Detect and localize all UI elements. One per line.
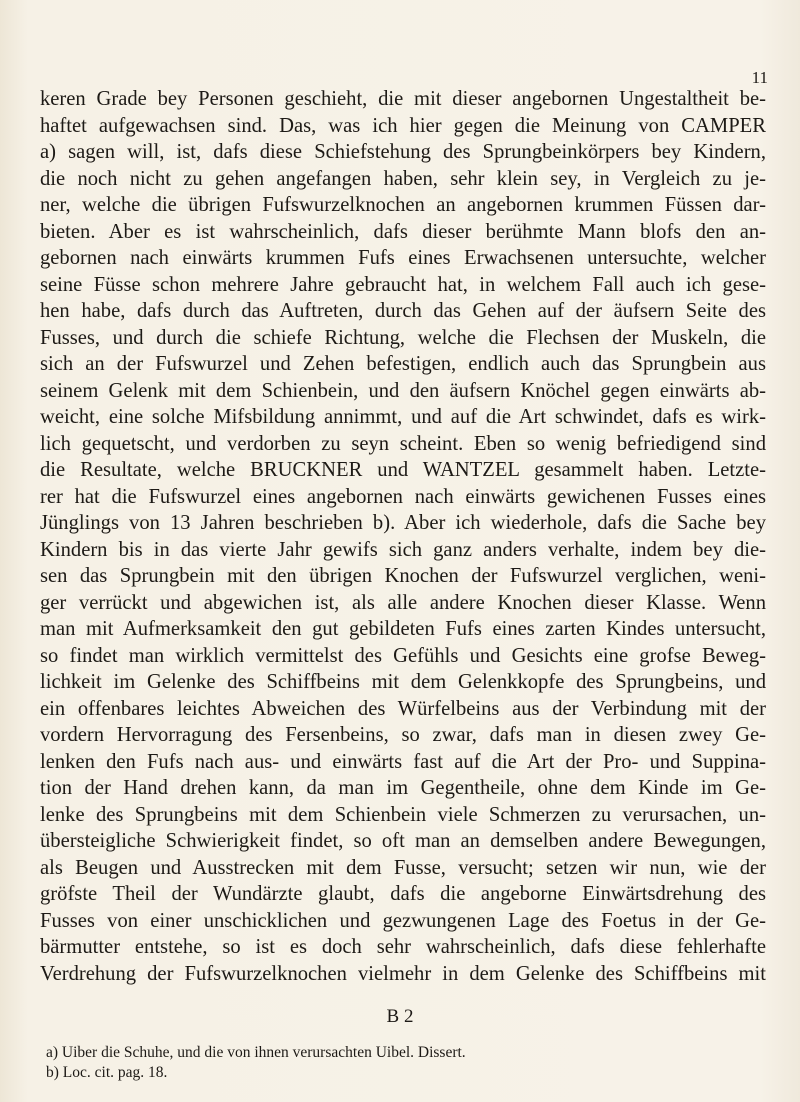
text-line: die Resultate, welche BRUCKNER und WANTZEL gesammelt haben. Letzte-	[40, 459, 766, 481]
text-line: lich gequetscht, und verdorben zu seyn scheint. Eben so wenig befriedigend sind	[40, 432, 766, 455]
text-line: als Beugen und Ausstrecken mit dem Fusse, versucht; setzen wir nun, wie der	[40, 856, 766, 879]
footnote-a: a) Uiber die Schuhe, und die von ihnen verursachten Uibel. Dissert.	[46, 1044, 466, 1061]
text-line: hen habe, dafs durch das Auftreten, durch das Gehen auf der äufsern Seite des	[40, 300, 766, 322]
text-line: seine Füsse schon mehrere Jahre gebraucht hat, in welchem Fall auch ich gese-	[40, 273, 766, 296]
body-text	[40, 86, 766, 987]
text-line: gebornen nach einwärts krummen Fufs eines Erwachsenen untersuchte, welcher	[40, 247, 766, 269]
text-line: weicht, eine solche Mifsbildung annimmt, und auf die Art schwindet, dafs es wirk-	[40, 406, 766, 428]
text-line: so findet man wirklich vermittelst des Gefühls und Gesichts eine grofse Beweg-	[40, 644, 766, 667]
text-line: ger verrückt und abgewichen ist, als alle andere Knochen dieser Klasse. Wenn	[40, 591, 766, 614]
text-line: bieten. Aber es ist wahrscheinlich, dafs dieser berühmte Mann blofs den an-	[40, 220, 766, 243]
page-number: 11	[751, 68, 768, 87]
text-line: Fusses, und durch die schiefe Richtung, welche die Flechsen der Muskeln, die	[40, 326, 766, 349]
text-line: seinem Gelenk mit dem Schienbein, und den äufsern Knöchel gegen einwärts ab-	[40, 379, 766, 402]
text-line: Fusses von einer unschicklichen und gezwungenen Lage des Foetus in der Ge-	[40, 909, 766, 932]
text-line: vordern Hervorragung des Fersenbeins, so zwar, dafs man in diesen zwey Ge-	[40, 724, 766, 746]
text-line: die noch nicht zu gehen angefangen haben, sehr klein sey, in Vergleich zu je-	[40, 167, 766, 190]
signature-mark: B 2	[386, 1006, 414, 1027]
text-line: sich an der Fufswurzel und Zehen befestigen, endlich auch das Sprungbein aus	[40, 353, 766, 375]
text-line: ner, welche die übrigen Fufswurzelknochen an angebornen krummen Füssen dar-	[40, 194, 766, 216]
text-line: sen das Sprungbein mit den übrigen Knochen der Fufswurzel verglichen, weni-	[40, 565, 766, 587]
footnote-b: b) Loc. cit. pag. 18.	[46, 1064, 168, 1081]
text-line: Kindern bis in das vierte Jahr gewifs sich ganz anders verhalte, indem bey die-	[40, 538, 766, 561]
text-line: übersteigliche Schwierigkeit findet, so oft man an demselben andere Bewegungen,	[40, 830, 766, 852]
text-line: keren Grade bey Personen geschieht, die mit dieser angebornen Ungestaltheit be-	[40, 88, 766, 110]
text-line: gröfste Theil der Wundärzte glaubt, dafs die angeborne Einwärtsdrehung des	[40, 883, 766, 905]
text-line: lenke des Sprungbeins mit dem Schienbein viele Schmerzen zu verursachen, un-	[40, 803, 766, 826]
text-line: lenken den Fufs nach aus- und einwärts fast auf die Art der Pro- und Suppina-	[40, 750, 766, 773]
footnotes	[46, 1043, 766, 1083]
text-line: a) sagen will, ist, dafs diese Schiefstehung des Sprungbeinkörpers bey Kindern,	[40, 141, 766, 163]
text-line: haftet aufgewachsen sind. Das, was ich hier gegen die Meinung von CAMPER	[40, 114, 766, 137]
text-line: Verdrehung der Fufswurzelknochen vielmehr in dem Gelenke des Schiffbeins mit	[40, 962, 766, 985]
text-line: ein offenbares leichtes Abweichen des Würfelbeins aus der Verbindung mit der	[40, 697, 766, 720]
text-line: Jünglings von 13 Jahren beschrieben b). Aber ich wiederhole, dafs die Sache bey	[40, 512, 766, 534]
text-line: bärmutter entstehe, so ist es doch sehr wahrscheinlich, dafs diese fehlerhafte	[40, 936, 766, 958]
text-line: man mit Aufmerksamkeit den gut gebildeten Fufs eines zarten Kindes untersucht,	[40, 618, 766, 640]
text-line: lichkeit im Gelenke des Schiffbeins mit dem Gelenkkopfe des Sprungbeins, und	[40, 671, 766, 693]
text-line: tion der Hand drehen kann, da man im Gegentheile, ohne dem Kinde im Ge-	[40, 777, 766, 799]
text-line: rer hat die Fufswurzel eines angebornen nach einwärts gewichenen Fusses eines	[40, 485, 766, 508]
